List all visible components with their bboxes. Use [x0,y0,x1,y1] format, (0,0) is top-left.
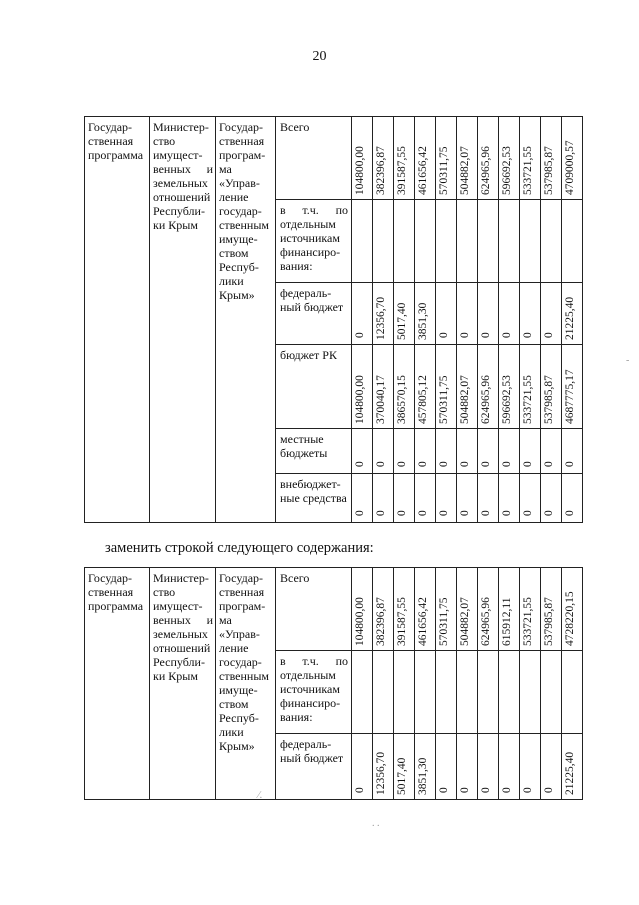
amount-cell [415,117,436,200]
funding-source-label: федераль-ный бюджет [276,283,352,345]
amount-cell [352,117,373,200]
amount-value: 457805,12 [417,375,429,424]
program-type-cell: Государ-ственная программа [85,568,150,800]
amount-cell [415,651,436,734]
amount-value: 0 [459,787,471,793]
program-name-cell: Государ-ственная програм-ма «Управ-ление государ-ственным имуще-ством Респуб-лики Крым» [216,117,276,523]
amount-value: 570311,75 [438,146,450,195]
amount-cell [541,117,562,200]
amount-cell [478,429,499,474]
amount-cell [520,734,541,800]
amount-value: 5017,40 [396,302,408,340]
amount-cell [562,117,583,200]
amount-value: 537985,87 [543,375,555,424]
amount-value: 0 [417,461,429,467]
financing-table-old [84,116,583,523]
amount-cell [520,651,541,734]
funding-source-label: местные бюджеты [276,429,352,474]
amount-cell [394,474,415,523]
amount-cell [457,474,478,523]
amount-cell [373,734,394,800]
amount-cell [457,200,478,283]
amount-value: 533721,55 [522,375,534,424]
amount-cell [562,734,583,800]
amount-cell [415,345,436,429]
amount-cell [457,651,478,734]
amount-cell [499,200,520,283]
amount-value: 0 [522,461,534,467]
amount-value: 0 [501,461,513,467]
amount-cell [520,117,541,200]
amount-value: 0 [354,332,366,338]
amount-cell [436,474,457,523]
amount-cell [373,429,394,474]
amount-cell [436,345,457,429]
margin-mark: - [626,355,630,366]
amount-cell [373,651,394,734]
amount-cell [373,283,394,345]
amount-cell [373,117,394,200]
amount-cell [499,474,520,523]
amount-value: 104800,00 [354,375,366,424]
amount-value: 104800,00 [354,146,366,195]
amount-cell [436,283,457,345]
amount-cell [562,283,583,345]
amount-cell [373,200,394,283]
amount-cell [562,568,583,651]
amount-value: 0 [438,787,450,793]
amount-value: 0 [375,510,387,516]
amount-value: 596692,53 [501,146,513,195]
amount-cell [352,283,373,345]
amount-cell [499,429,520,474]
amount-value: 0 [522,510,534,516]
replacement-statement: заменить строкой следующего содержания: [105,540,374,556]
amount-cell [436,200,457,283]
amount-cell [352,200,373,283]
amount-cell [457,429,478,474]
amount-cell [478,117,499,200]
amount-cell [541,429,562,474]
amount-cell [520,200,541,283]
amount-value: 21225,40 [564,296,576,340]
amount-cell [478,474,499,523]
amount-value: 504882,07 [459,597,471,646]
amount-cell [394,568,415,651]
amount-value: 0 [480,510,492,516]
amount-value: 537985,87 [543,597,555,646]
amount-value: 12356,70 [375,751,387,795]
amount-cell [415,200,436,283]
amount-cell [415,474,436,523]
amount-value: 0 [480,787,492,793]
amount-cell [541,568,562,651]
amount-cell [541,345,562,429]
amount-cell [352,734,373,800]
amount-value: 461656,42 [417,146,429,195]
amount-value: 0 [522,787,534,793]
amount-value: 3851,30 [417,302,429,340]
amount-value: 504882,07 [459,375,471,424]
amount-value: 370040,17 [375,375,387,424]
amount-cell [562,345,583,429]
amount-cell [520,283,541,345]
stray-pen-mark: ⁄. [258,790,263,801]
amount-value: 624965,96 [480,597,492,646]
amount-cell [541,200,562,283]
amount-value: 0 [543,332,555,338]
amount-cell [415,734,436,800]
amount-value: 0 [564,510,576,516]
amount-cell [562,429,583,474]
amount-cell [415,283,436,345]
amount-value: 0 [396,510,408,516]
amount-cell [394,283,415,345]
amount-value: 4728220,15 [564,591,576,646]
amount-value: 0 [543,510,555,516]
funding-source-label: Всего [276,117,352,200]
amount-value: 382396,87 [375,146,387,195]
amount-value: 615912,11 [501,597,513,646]
program-name-cell: Государ-ственная програм-ма «Управ-ление государ-ственным имуще-ством Респуб-лики Крым» [216,568,276,800]
stray-pen-mark: . . [372,818,380,829]
amount-cell [520,429,541,474]
amount-value: 504882,07 [459,146,471,195]
amount-value: 12356,70 [375,296,387,340]
amount-value: 5017,40 [396,757,408,795]
amount-cell [541,474,562,523]
amount-value: 0 [501,787,513,793]
amount-value: 0 [417,510,429,516]
amount-value: 0 [396,461,408,467]
amount-cell [394,651,415,734]
amount-value: 382396,87 [375,597,387,646]
amount-cell [394,734,415,800]
amount-value: 0 [438,332,450,338]
amount-value: 0 [438,461,450,467]
amount-cell [478,345,499,429]
amount-cell [457,734,478,800]
amount-value: 596692,53 [501,375,513,424]
amount-value: 0 [459,510,471,516]
funding-source-label: федераль-ный бюджет [276,734,352,800]
amount-cell [562,651,583,734]
amount-cell [520,568,541,651]
amount-cell [499,651,520,734]
responsible-executor-cell: Министер-ство имущест-венных и земельных отношений Республи-ки Крым [150,568,216,800]
amount-cell [499,568,520,651]
amount-cell [499,345,520,429]
amount-cell [457,345,478,429]
amount-cell [562,200,583,283]
amount-cell [436,568,457,651]
amount-cell [499,283,520,345]
program-type-cell: Государ-ственная программа [85,117,150,523]
amount-cell [478,651,499,734]
amount-value: 0 [543,461,555,467]
amount-cell [352,651,373,734]
amount-value: 4709000,57 [564,140,576,195]
amount-cell [478,283,499,345]
amount-cell [457,568,478,651]
page-number: 20 [312,49,327,64]
amount-cell [352,474,373,523]
amount-value: 533721,55 [522,597,534,646]
amount-cell [457,117,478,200]
amount-value: 461656,42 [417,597,429,646]
amount-cell [415,568,436,651]
amount-value: 3851,30 [417,757,429,795]
amount-value: 0 [459,461,471,467]
amount-cell [541,651,562,734]
amount-value: 0 [564,461,576,467]
responsible-executor-cell: Министер-ство имущест-венных и земельных отношений Республи-ки Крым [150,117,216,523]
amount-value: 0 [354,787,366,793]
funding-source-label: в т.ч. по отдельным источникам финансиро-вания: [276,200,352,283]
amount-value: 0 [480,332,492,338]
table-row [85,568,583,651]
amount-value: 0 [501,510,513,516]
amount-value: 0 [459,332,471,338]
amount-cell [499,734,520,800]
amount-cell [499,117,520,200]
funding-source-label: в т.ч. по отдельным источникам финансиро-вания: [276,651,352,734]
amount-cell [541,734,562,800]
amount-value: 570311,75 [438,597,450,646]
table-row [85,117,583,200]
amount-cell [352,568,373,651]
amount-cell [373,568,394,651]
amount-cell [562,474,583,523]
amount-cell [457,283,478,345]
amount-value: 0 [354,461,366,467]
amount-cell [373,474,394,523]
amount-cell [415,429,436,474]
amount-value: 537985,87 [543,146,555,195]
amount-cell [520,345,541,429]
amount-value: 0 [501,332,513,338]
amount-value: 104800,00 [354,597,366,646]
amount-cell [478,734,499,800]
amount-cell [352,345,373,429]
amount-cell [436,734,457,800]
amount-value: 391587,55 [396,597,408,646]
amount-cell [478,568,499,651]
amount-cell [394,117,415,200]
amount-value: 624965,96 [480,146,492,195]
amount-cell [394,429,415,474]
amount-cell [394,200,415,283]
amount-value: 21225,40 [564,751,576,795]
amount-cell [352,429,373,474]
funding-source-label: внебюджет-ные средства [276,474,352,523]
amount-value: 0 [438,510,450,516]
amount-value: 391587,55 [396,146,408,195]
amount-cell [478,200,499,283]
amount-value: 624965,96 [480,375,492,424]
amount-cell [436,117,457,200]
financing-table-new [84,567,583,800]
amount-cell [436,429,457,474]
amount-cell [520,474,541,523]
amount-cell [373,345,394,429]
amount-value: 570311,75 [438,375,450,424]
amount-value: 0 [375,461,387,467]
funding-source-label: Всего [276,568,352,651]
amount-value: 4687775,17 [564,369,576,424]
funding-source-label: бюджет РК [276,345,352,429]
amount-value: 386570,15 [396,375,408,424]
amount-value: 0 [480,461,492,467]
amount-value: 0 [543,787,555,793]
amount-value: 0 [522,332,534,338]
amount-cell [541,283,562,345]
amount-value: 533721,55 [522,146,534,195]
amount-cell [394,345,415,429]
amount-value: 0 [354,510,366,516]
amount-cell [436,651,457,734]
